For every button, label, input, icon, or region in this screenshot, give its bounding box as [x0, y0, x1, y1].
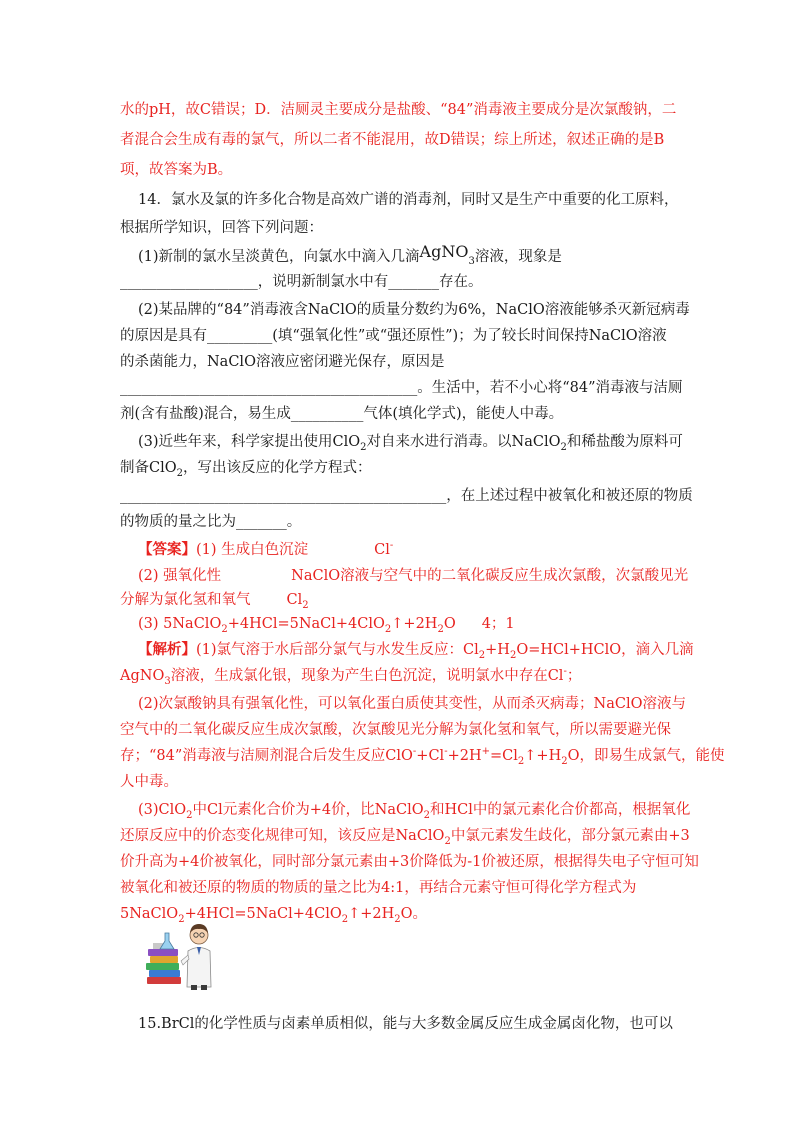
- carryover-line-1: 水的pH，故C错误；D．洁厕灵主要成分是盐酸、“84”消毒液主要成分是次氯酸钠，二: [120, 102, 677, 118]
- q14-part1-blanks: ___________________，说明新制氯水中有_______存在。: [120, 274, 483, 290]
- analysis-line-4: 空气中的二氧化碳反应生成次氯酸，次氯酸见光分解为氯化氢和氧气，所以需要避光保: [120, 722, 671, 738]
- q14-part1: (1)新制的氯水呈淡黄色，向氯水中滴入几滴AgNO$_3$溶液，现象是: [138, 242, 562, 267]
- carryover-line-2: 者混合会生成有毒的氯气，所以二者不能混用，故D错误；综上所述，叙述正确的是B: [120, 132, 665, 148]
- carryover-line-3: 项，故答案为B。: [120, 162, 233, 178]
- analysis-line-3: (2)次氯酸钠具有强氧化性，可以氧化蛋白质使其变性，从而杀灭病毒；NaClO溶液与: [138, 696, 686, 712]
- answer-line-3: 分解为氯化氢和氧气 $Cl_2$: [120, 592, 309, 611]
- q15-line-1: 15.BrCl的化学性质与卤素单质相似，能与大多数金属反应生成金属卤化物，也可以: [138, 1016, 673, 1032]
- analysis-line-11: $5NaClO_2+4HCl=5NaCl+4ClO_2↑+2H_2O$。: [120, 906, 428, 925]
- answer-line-1: 【答案】(1) 生成白色沉淀 Cl-: [138, 540, 394, 558]
- analysis-line-8: 还原反应中的价态变化规律可知，该反应是NaClO$_2$中氯元素发生歧化，部分氯元素由+3: [120, 828, 690, 847]
- q14-intro-2: 根据所学知识，回答下列问题：: [120, 220, 323, 236]
- q14-part2-line-2: 的原因是具有_________(填“强氧化性”或“强还原性”)；为了较长时间保持NaClO溶液: [120, 328, 667, 344]
- answer-line-2: (2) 强氧化性 NaClO溶液与空气中的二氧化碳反应生成次氯酸，次氯酸见光: [138, 568, 689, 584]
- q14-part3-line-2: 制备ClO$_2$，写出该反应的化学方程式：: [120, 460, 372, 479]
- analysis-line-10: 被氧化和被还原的物质的物质的量之比为4:1，再结合元素守恒可得化学方程式为: [120, 880, 637, 896]
- q14-intro-1: 14．氯水及氯的许多化合物是高效广谱的消毒剂，同时又是生产中重要的化工原料，: [138, 192, 679, 208]
- answer-line-4: (3) $5NaClO_2+4HCl=5NaCl+4ClO_2↑+2H_2O$ 4；1: [138, 616, 515, 635]
- q14-part2-line-5: 剂(含有盐酸)混合，易生成__________气体(填化学式)，能使人中毒。: [120, 406, 564, 422]
- analysis-line-1: 【解析】(1)氯气溶于水后部分氯气与水发生反应：$Cl_2+H_2O=HCl+HClO$，滴入几滴: [138, 641, 694, 661]
- analysis-label: 【解析】: [138, 641, 196, 658]
- scientist-with-books-icon: [141, 921, 223, 991]
- q14-part3-line-3: _____________________________________________，在上述过程中被氧化和被还原的物质: [120, 488, 693, 504]
- q14-part2-line-3: 的杀菌能力，NaClO溶液应密闭避光保存，原因是: [120, 354, 445, 370]
- analysis-line-6: 人中毒。: [120, 774, 178, 790]
- q14-part3-line-1: (3)近些年来，科学家提出使用ClO$_2$对自来水进行消毒。以NaClO$_2$和稀盐酸为原料可: [138, 434, 683, 453]
- analysis-line-9: 价升高为+4价被氧化，同时部分氯元素由+3价降低为-1价被还原，根据得失电子守恒可知: [120, 854, 699, 870]
- q14-part2-line-1: (2)某品牌的“84”消毒液含NaClO的质量分数约为6%，NaClO溶液能够杀灭新冠病毒: [138, 302, 690, 318]
- q14-part2-line-4: _________________________________________。生活中，若不小心将“84”消毒液与洁厕: [120, 380, 683, 396]
- answer-label: 【答案】: [138, 541, 196, 558]
- q14-part3-line-4: 的物质的量之比为_______。: [120, 514, 302, 530]
- analysis-line-2: AgNO$_3$溶液，生成氯化银，现象为产生白色沉淀，说明氯水中存在Cl-；: [120, 666, 582, 687]
- analysis-line-5: 存；“84”消毒液与洁厕剂混合后发生反应$ClO^-+Cl^-+2H^+=Cl_2↑+H_2O$，即易生成氯气，能使: [120, 746, 725, 767]
- analysis-line-7: (3)ClO$_2$中Cl元素化合价为+4价，比NaClO$_2$和HCl中的氯元素化合价都高，根据氧化: [138, 802, 691, 821]
